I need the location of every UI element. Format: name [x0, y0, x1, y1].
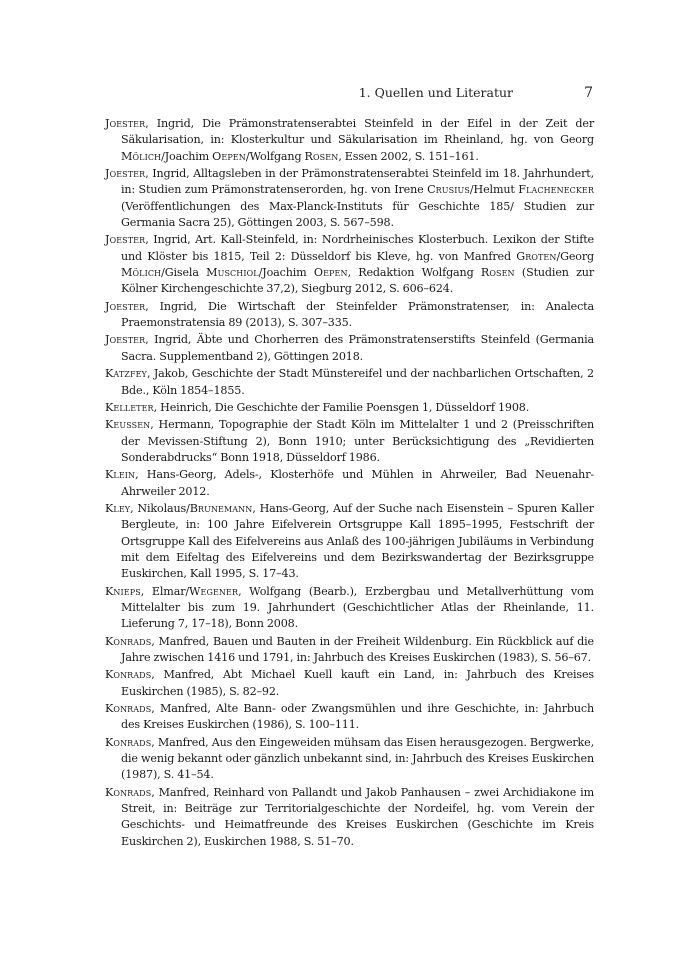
running-head-title: 1. Quellen und Literatur [358, 85, 513, 100]
bibliography-entry [105, 735, 594, 784]
page-number: 7 [584, 85, 593, 101]
bibliography-entry [105, 701, 594, 734]
bibliography-entry [105, 417, 594, 466]
entry-text: , Jakob, Geschichte der Stadt Münstereifel und der nachbarlichen Ortschaften, 2 Bde., Köln 1854–1855. [121, 367, 594, 397]
author-surname: Flachenecker [518, 183, 594, 197]
entry-text: /Gisela [161, 266, 207, 280]
author-surname: Mölich [121, 266, 162, 280]
bibliography-entry [105, 166, 594, 231]
bibliography-entry [105, 584, 594, 633]
author-surname: Joester [105, 117, 146, 130]
author-surname: Mölich [121, 149, 162, 163]
author-surname: Keussen [105, 418, 151, 432]
bibliography-entry [105, 785, 594, 850]
author-surname: Brunemann [189, 501, 253, 515]
bibliography-entry [105, 467, 594, 500]
entry-text: , Redaktion Wolfgang [347, 266, 481, 280]
entry-text: , Ingrid, Art. Kall-Steinfeld, in: Nordrheinisches Klosterbuch. Lexikon der Stifte und Klöster bis 1815, Teil 2: Düsseldorf bis Kleve, hg. von Manfred [121, 233, 594, 263]
entry-text: , Manfred, Aus den Eingeweiden mühsam das Eisen herausgezogen. Bergwerke, die wenig bekannt oder gänzlich unbekannt sind, in: Jahrbuch des Kreises Euskirchen (1987), S. 41–54. [121, 735, 594, 782]
author-surname: Wegener [188, 584, 239, 598]
bibliography-list [105, 116, 594, 851]
entry-text: , Manfred, Bauen und Bauten in der Freiheit Wildenburg. Ein Rückblick auf die Jahre zwischen 1416 und 1791, in: Jahrbuch des Kreises Euskirchen (1983), S. 56–67. [121, 634, 594, 664]
entry-text: , Ingrid, Äbte und Chorherren des Prämonstratenserstifts Steinfeld (Germania Sacra. Supplementband 2), Göttingen 2018. [121, 333, 594, 363]
author-surname: Oepen [313, 266, 348, 280]
entry-text: , Wolfgang (Bearb.), Erzbergbau und Metallverhüttung vom Mittelalter bis zum 19. Jahrhundert (Geschichtlicher Atlas der Rheinlande, 11. Lieferung 7, 17–18), Bonn 2008. [121, 584, 594, 631]
entry-text: /Wolfgang [245, 149, 305, 163]
entry-text: , Manfred, Reinhard von Pallandt und Jakob Panhausen – zwei Archidiakone im Streit, in: Beiträge zur Territorialgeschichte der Nordeifel, hg. vom Verein der Geschichts- und Heimatfreunde des Kreises Euskirchen (Geschichte im Kreis Euskirchen 2), Euskirchen 1988, S. 51–70. [121, 785, 594, 848]
bibliography-entry [105, 400, 594, 416]
entry-text: , Manfred, Abt Michael Kuell kauft ein Land, in: Jahrbuch des Kreises Euskirchen (1985), S. 82–92. [121, 668, 594, 698]
entry-text: , Ingrid, Die Wirtschaft der Steinfelder Prämonstratenser, in: Analecta Praemonstratensia 89 (2013), S. 307–335. [121, 299, 594, 330]
bibliography-entry [105, 634, 594, 667]
entry-text: /Joachim [161, 149, 213, 163]
author-surname: Rosen [480, 266, 515, 280]
entry-text: , Heinrich, Die Geschichte der Familie Poensgen 1, Düsseldorf 1908. [153, 400, 530, 414]
entry-text: , Elmar/ [140, 584, 189, 598]
entry-text: /Georg [556, 249, 594, 263]
entry-text: , Essen 2002, S. 151–161. [338, 149, 479, 163]
bibliography-entry [105, 299, 594, 332]
author-surname: Konrads [105, 735, 152, 749]
author-surname: Joester [105, 299, 146, 313]
entry-text: (Studien zur Kölner Kirchengeschichte 37,2), Siegburg 2012, S. 606–624. [121, 266, 594, 296]
entry-text: , Hermann, Topographie der Stadt Köln im Mittelalter 1 und 2 (Preisschriften der Mevissen-Stiftung 2), Bonn 1910; unter Berücksichtigung des „Revidierten Sonderabdrucks“ Bonn 1918, Düsseldorf 1986. [121, 418, 594, 464]
entry-text: , Manfred, Alte Bann- oder Zwangsmühlen und ihre Geschichte, in: Jahrbuch des Kreises Euskirchen (1986), S. 100–111. [121, 702, 594, 732]
author-surname: Muschiol [206, 266, 259, 280]
author-surname: Crusius [427, 183, 470, 197]
author-surname: Konrads [105, 634, 152, 648]
entry-text: /Helmut [469, 183, 519, 197]
bibliography-entry [105, 332, 594, 365]
author-surname: Katzfey [105, 367, 147, 381]
bibliography-entry [105, 116, 594, 165]
entry-text: , Ingrid, Die Prämonstratenserabtei Steinfeld in der Eifel in der Zeit der Säkularisation, in: Klosterkultur und Säkularisation im Rheinland, hg. von Georg [121, 117, 594, 147]
author-surname: Kelleter [105, 400, 154, 414]
bibliography-entry [105, 366, 594, 399]
author-surname: Kley [105, 501, 131, 515]
author-surname: Joester [105, 167, 146, 181]
bibliography-entry [105, 667, 594, 700]
bibliography-entry [105, 232, 594, 297]
entry-text: , Hans-Georg, Auf der Suche nach Eisenstein – Spuren Kaller Bergleute, in: 100 Jahre Eifelverein Ortsgruppe Kall 1895–1995, Festschrift der Ortsgruppe Kall des Eifelvereins aus Anlaß des 100-jährigen Jubiläums in Verbindung mit dem Eifeltag des Eifelvereins und dem Bezirkswandertag der Bezirksgruppe Euskirchen, Kall 1995, S. 17–43. [121, 501, 594, 581]
entry-text: , Nikolaus/ [130, 501, 190, 515]
entry-text: , Hans-Georg, Adels-, Klosterhöfe und Mühlen in Ahrweiler, Bad Neuenahr-Ahrweiler 2012. [121, 468, 594, 498]
author-surname: Joester [105, 233, 146, 247]
author-surname: Konrads [105, 702, 152, 716]
entry-text: (Veröffentlichungen des Max-Planck-Instituts für Geschichte 185/ Studien zur Germania Sacra 25), Göttingen 2003, S. 567–598. [121, 199, 594, 230]
author-surname: Klein [105, 468, 136, 482]
author-surname: Oepen [212, 149, 246, 163]
author-surname: Joester [105, 333, 146, 347]
author-surname: Konrads [105, 668, 152, 682]
author-surname: Knieps [105, 584, 141, 598]
author-surname: Groten [516, 249, 557, 263]
author-surname: Konrads [105, 785, 152, 799]
bibliography-entry [105, 501, 594, 583]
author-surname: Rosen [304, 149, 339, 163]
entry-text: , Ingrid, Alltagsleben in der Prämonstratenserabtei Steinfeld im 18. Jahrhundert, in: Studien zum Prämonstratenserorden, hg. von Irene [121, 167, 594, 197]
entry-text: /Joachim [258, 266, 314, 280]
